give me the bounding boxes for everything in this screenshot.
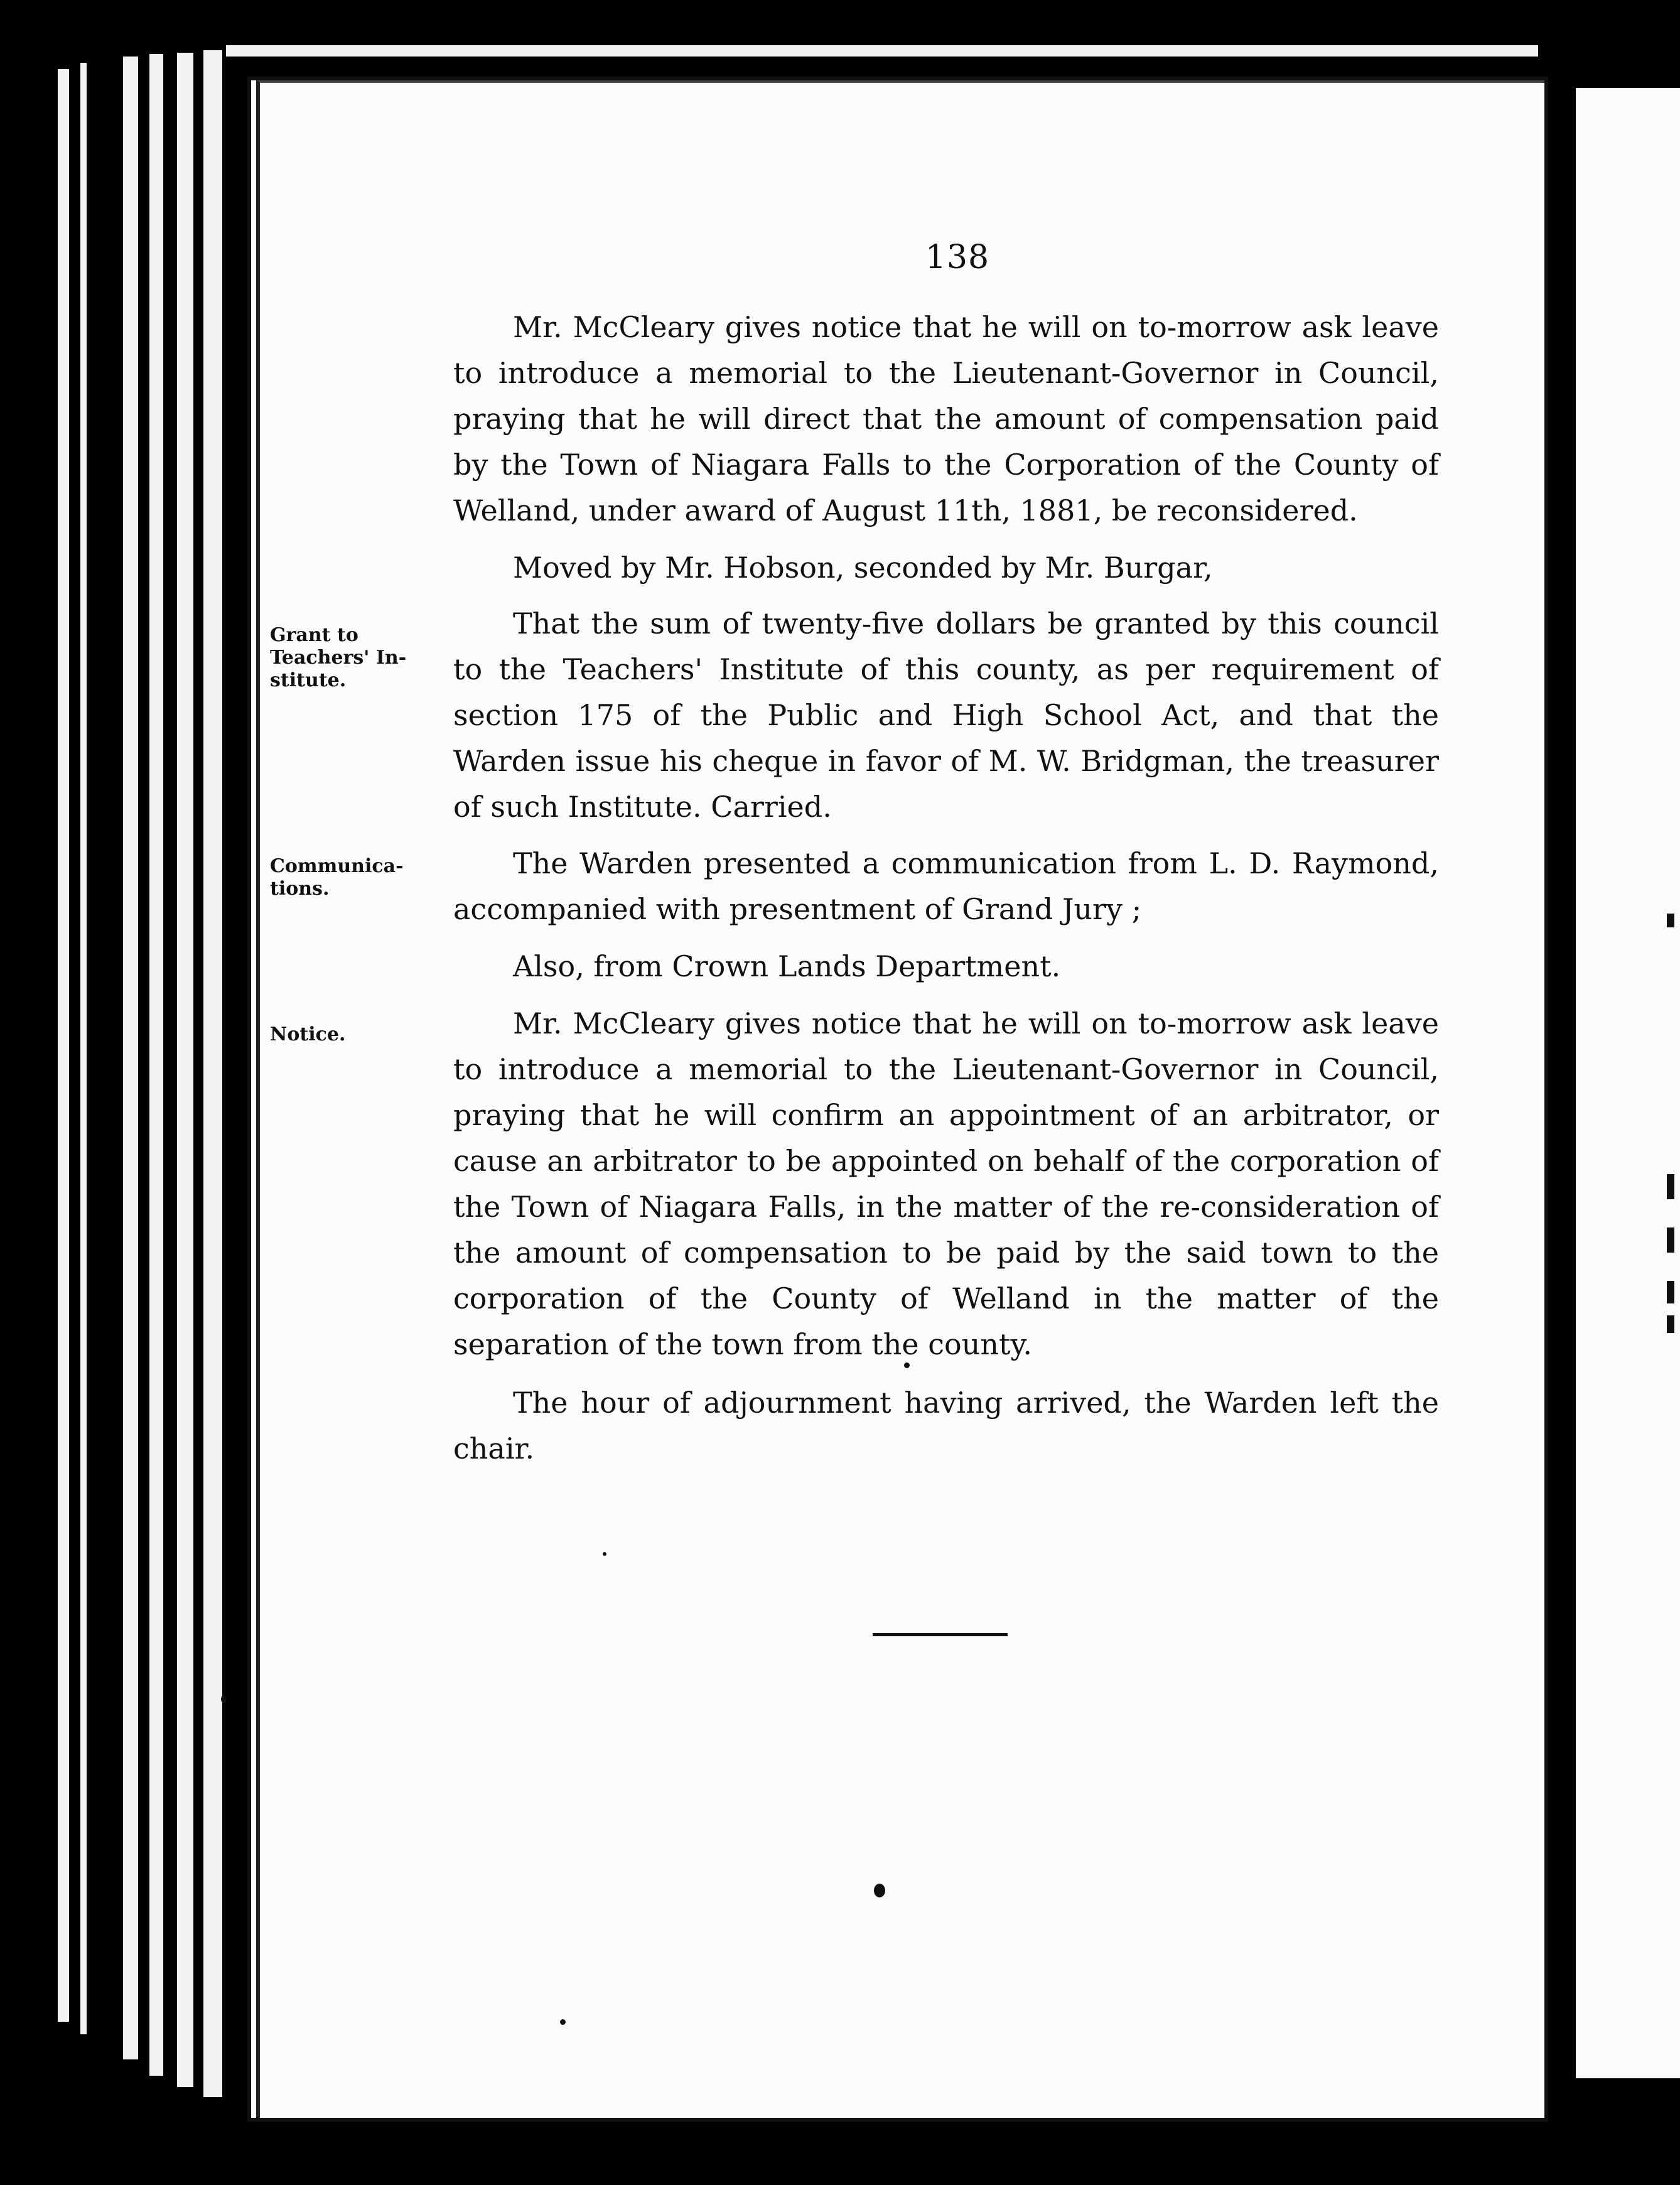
paragraph-motion: Moved by Mr. Hobson, seconded by Mr. Burgar, bbox=[513, 551, 1213, 585]
ink-mark bbox=[1667, 1281, 1674, 1303]
page-stack-edge bbox=[58, 69, 69, 2022]
ink-speck bbox=[221, 1695, 226, 1703]
paragraph-memorial-notice-1: Mr. McCleary gives notice that he will on to-morrow ask leave to introduce a memorial to the Lieutenant-Governor in Council, praying that he will direct that the amount of compensation paid by the Town of Niagara Falls to the Corporation of the County of Welland, under award of August 11th, 1881, be reconsidered. bbox=[453, 310, 1439, 527]
margin-note-grant: Grant to Teachers' In- stitute. bbox=[270, 624, 407, 691]
ink-mark bbox=[1667, 1315, 1674, 1333]
page-number: 138 bbox=[925, 239, 990, 276]
margin-note-communications: Communica- tions. bbox=[270, 855, 404, 900]
paragraph-memorial-notice-2: Mr. McCleary gives notice that he will on to-morrow ask leave to introduce a memorial to the Lieutenant-Governor in Council, praying that he will confirm an appointment of an arbitrator, or cause an arbitrator to be appointed on behalf of the corporation of the Town of Niagara Falls, in the matter of the re-consideration of the amount of compensation to be paid by the said town to the corporation of the County of Welland in the matter of the separation of the town from the county. bbox=[453, 1006, 1439, 1361]
page-stack-edge bbox=[149, 54, 163, 2076]
ink-speck bbox=[904, 1362, 910, 1368]
page-stack-edge bbox=[177, 53, 193, 2087]
ink-speck bbox=[874, 1884, 885, 1897]
page-stack-edge bbox=[123, 57, 138, 2059]
paragraph-crown-lands: Also, from Crown Lands Department. bbox=[513, 949, 1061, 983]
section-divider-rule bbox=[873, 1633, 1008, 1636]
paragraph-communication: The Warden presented a communication from L. D. Raymond, accompanied with presentment of Grand Jury ; bbox=[453, 846, 1439, 926]
page-stack-edge bbox=[80, 63, 87, 2034]
paragraph-grant: That the sum of twenty-five dollars be granted by this council to the Teachers' Institute of this county, as per requirement of section 175 of the Public and High School Act, and that the Warden issue his cheque in favor of M. W. Bridgman, the treasurer of such Institute. Carried. bbox=[453, 607, 1439, 824]
margin-note-notice: Notice. bbox=[270, 1023, 346, 1045]
ink-speck bbox=[560, 2019, 566, 2025]
facing-page-edge bbox=[1576, 88, 1680, 2078]
ink-speck bbox=[603, 1552, 606, 1556]
page-stack-edge bbox=[226, 45, 1538, 57]
ink-mark bbox=[1667, 1227, 1674, 1253]
page-stack-edge bbox=[203, 50, 222, 2097]
ink-mark bbox=[1667, 1174, 1674, 1199]
paragraph-adjournment: The hour of adjournment having arrived, the Warden left the chair. bbox=[453, 1386, 1439, 1465]
ink-mark bbox=[1667, 914, 1674, 927]
